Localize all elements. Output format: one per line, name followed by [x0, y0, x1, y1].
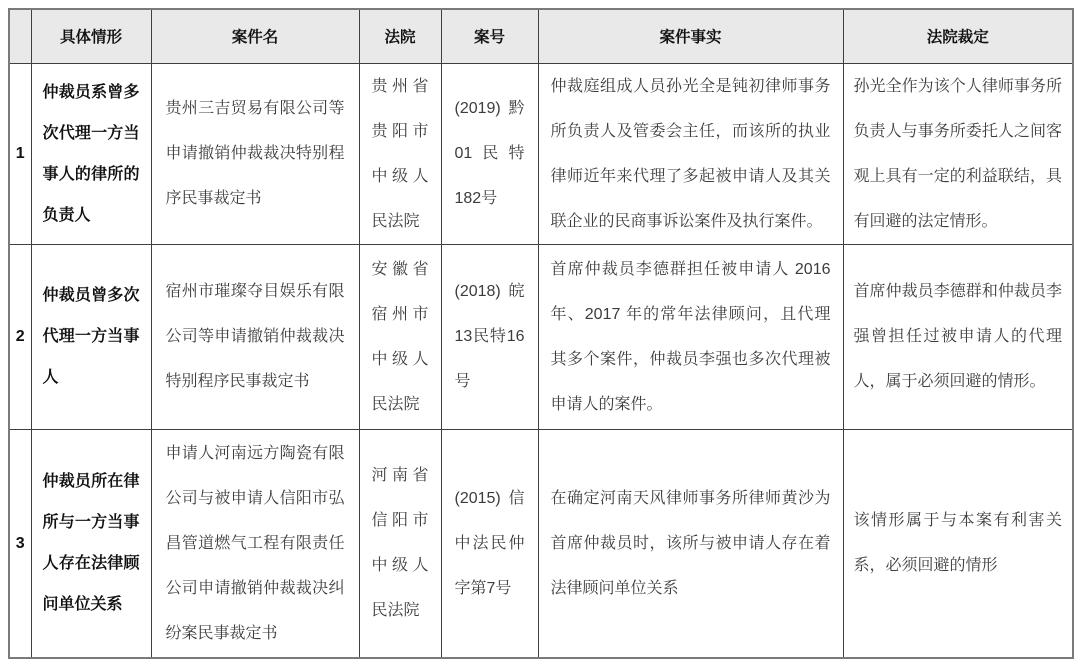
row-index: 2 [9, 244, 31, 429]
arbitration-cases-table-wrap [8, 8, 1074, 659]
table-row [9, 63, 1073, 244]
row-index: 3 [9, 429, 31, 658]
cell-situation: 仲裁员系曾多次代理一方当事人的律所的负责人 [31, 63, 151, 244]
arbitration-cases-table [8, 8, 1074, 659]
cell-situation: 仲裁员所在律所与一方当事人存在法律顾问单位关系 [31, 429, 151, 658]
cell-court: 河南省信阳市中级人民法院 [359, 429, 441, 658]
cell-court: 安徽省宿州市中级人民法院 [359, 244, 441, 429]
cell-situation: 仲裁员曾多次代理一方当事人 [31, 244, 151, 429]
header-case-facts: 案件事实 [538, 9, 843, 63]
cell-case-facts: 仲裁庭组成人员孙光全是钝初律师事务所负责人及管委会主任，而该所的执业律师近年来代理了多起被申请人及其关联企业的民商事诉讼案件及执行案件。 [538, 63, 843, 244]
cell-case-facts: 首席仲裁员李德群担任被申请人 2016 年、2017 年的常年法律顾问，且代理其多个案件，仲裁员李强也多次代理被申请人的案件。 [538, 244, 843, 429]
header-index [9, 9, 31, 63]
header-court: 法院 [359, 9, 441, 63]
cell-court-ruling: 孙光全作为该个人律师事务所负责人与事务所委托人之间客观上具有一定的利益联结，具有回避的法定情形。 [843, 63, 1073, 244]
header-row [9, 9, 1073, 63]
cell-case-name: 宿州市璀璨夺目娱乐有限公司等申请撤销仲裁裁决特别程序民事裁定书 [151, 244, 359, 429]
header-case-name: 案件名 [151, 9, 359, 63]
cell-case-number: (2019) 黔01民特182号 [441, 63, 538, 244]
cell-case-number: (2018) 皖13民特16号 [441, 244, 538, 429]
cell-case-facts: 在确定河南天风律师事务所律师黄沙为首席仲裁员时，该所与被申请人存在着法律顾问单位关系 [538, 429, 843, 658]
table-row [9, 429, 1073, 658]
table-row [9, 244, 1073, 429]
header-court-ruling: 法院裁定 [843, 9, 1073, 63]
cell-court-ruling: 该情形属于与本案有利害关系，必须回避的情形 [843, 429, 1073, 658]
cell-court: 贵州省贵阳市中级人民法院 [359, 63, 441, 244]
cell-court-ruling: 首席仲裁员李德群和仲裁员李强曾担任过被申请人的代理人，属于必须回避的情形。 [843, 244, 1073, 429]
cell-case-name: 申请人河南远方陶瓷有限公司与被申请人信阳市弘昌管道燃气工程有限责任公司申请撤销仲裁裁决纠纷案民事裁定书 [151, 429, 359, 658]
cell-case-name: 贵州三吉贸易有限公司等申请撤销仲裁裁决特别程序民事裁定书 [151, 63, 359, 244]
header-case-number: 案号 [441, 9, 538, 63]
cell-case-number: (2015) 信中法民仲字第7号 [441, 429, 538, 658]
row-index: 1 [9, 63, 31, 244]
header-situation: 具体情形 [31, 9, 151, 63]
